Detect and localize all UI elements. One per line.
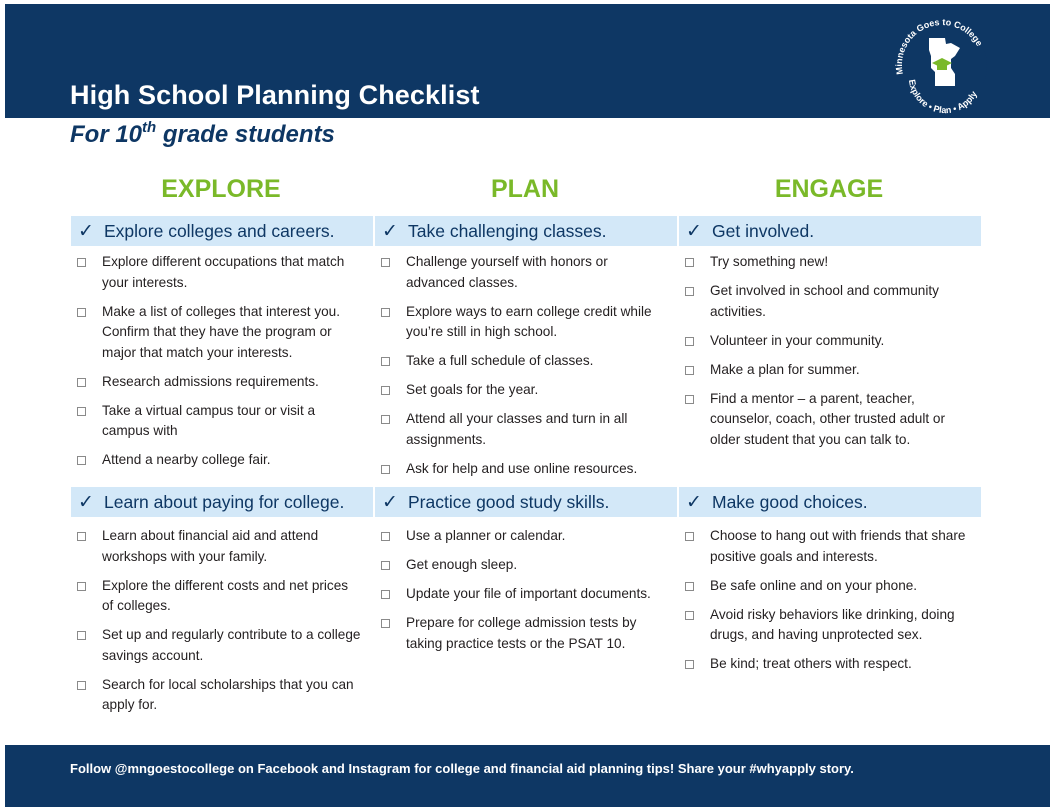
- section-title: Practice good study skills.: [408, 491, 610, 512]
- section-title: Make good choices.: [712, 491, 868, 512]
- checklist-item: Use a planner or calendar.: [375, 526, 665, 547]
- checklist-item: Set goals for the year.: [375, 380, 665, 401]
- checklist-item: Learn about financial aid and attend workshops with your family.: [71, 526, 361, 567]
- explore-heading: EXPLORE: [161, 175, 281, 203]
- checkbox[interactable]: [685, 611, 694, 620]
- checkbox[interactable]: [77, 631, 86, 640]
- checkbox[interactable]: [685, 395, 694, 404]
- checkmark-icon: ✓: [686, 220, 702, 242]
- checklist-item: Update your file of important documents.: [375, 584, 665, 605]
- section-get-involved: [679, 216, 981, 246]
- checklist-item: Search for local scholarships that you can apply for.: [71, 675, 361, 716]
- checkbox[interactable]: [77, 258, 86, 267]
- explore-colleges-list: [71, 252, 361, 479]
- checkbox[interactable]: [685, 258, 694, 267]
- checklist-item: Explore different occupations that match your interests.: [71, 252, 361, 293]
- section-explore-colleges: [71, 216, 373, 246]
- checkbox[interactable]: [381, 258, 390, 267]
- checkbox[interactable]: [685, 366, 694, 375]
- section-study-skills: [375, 487, 677, 517]
- grade-subtitle: For 10th grade students: [70, 119, 335, 148]
- checkmark-icon: ✓: [78, 491, 94, 513]
- checklist-item: Make a list of colleges that interest you. Confirm that they have the program or major that match your interests.: [71, 302, 361, 364]
- checklist-item: Prepare for college admission tests by taking practice tests or the PSAT 10.: [375, 613, 665, 654]
- section-challenging-classes: [375, 216, 677, 246]
- checkbox[interactable]: [381, 357, 390, 366]
- section-paying-for-college: [71, 487, 373, 517]
- checkbox[interactable]: [685, 337, 694, 346]
- checklist-item: Take a virtual campus tour or visit a campus with: [71, 401, 361, 442]
- checklist-item: Explore the different costs and net prices of colleges.: [71, 576, 361, 617]
- checklist-item: Attend a nearby college fair.: [71, 450, 361, 471]
- checklist-item: Research admissions requirements.: [71, 372, 361, 393]
- checklist-item: Volunteer in your community.: [679, 331, 969, 352]
- checkbox[interactable]: [381, 308, 390, 317]
- good-choices-list: [679, 526, 969, 683]
- checkbox[interactable]: [381, 415, 390, 424]
- plan-heading: PLAN: [490, 175, 560, 203]
- header-banner: [5, 4, 1050, 118]
- engage-heading: ENGAGE: [774, 175, 884, 203]
- minnesota-goes-to-college-logo: [885, 16, 995, 116]
- checklist-item: Set up and regularly contribute to a college savings account.: [71, 625, 361, 666]
- get-involved-list: [679, 252, 969, 459]
- checkbox[interactable]: [685, 287, 694, 296]
- checklist-item: Get involved in school and community activities.: [679, 281, 969, 322]
- checkbox[interactable]: [685, 532, 694, 541]
- checklist-item: Find a mentor – a parent, teacher, counselor, coach, other trusted adult or older student that you can talk to.: [679, 389, 969, 451]
- checkmark-icon: ✓: [382, 491, 398, 513]
- checklist-item: Avoid risky behaviors like drinking, doing drugs, and having unprotected sex.: [679, 605, 969, 646]
- logo-text-bottom: Explore • Plan • Apply: [906, 78, 979, 116]
- checkbox[interactable]: [77, 378, 86, 387]
- section-title: Explore colleges and careers.: [104, 220, 335, 241]
- checklist-item: Attend all your classes and turn in all assignments.: [375, 409, 665, 450]
- checklist-item: Choose to hang out with friends that share positive goals and interests.: [679, 526, 969, 567]
- footer-banner: [5, 745, 1050, 807]
- logo-text-top: Minnesota Goes to College: [893, 16, 985, 76]
- checkbox[interactable]: [77, 456, 86, 465]
- checkbox[interactable]: [381, 619, 390, 628]
- checkbox[interactable]: [381, 386, 390, 395]
- checklist-item: Be kind; treat others with respect.: [679, 654, 969, 675]
- paying-for-college-list: [71, 526, 361, 724]
- checkbox[interactable]: [77, 532, 86, 541]
- challenging-classes-list: [375, 252, 665, 488]
- checkbox[interactable]: [77, 681, 86, 690]
- checkbox[interactable]: [381, 590, 390, 599]
- checkbox[interactable]: [685, 660, 694, 669]
- checklist-item: Ask for help and use online resources.: [375, 459, 665, 480]
- checkmark-icon: ✓: [382, 220, 398, 242]
- section-title: Take challenging classes.: [408, 220, 607, 241]
- study-skills-list: [375, 526, 665, 663]
- checkmark-icon: ✓: [686, 491, 702, 513]
- checklist-item: Challenge yourself with honors or advanced classes.: [375, 252, 665, 293]
- checkbox[interactable]: [381, 532, 390, 541]
- checkmark-icon: ✓: [78, 220, 94, 242]
- checklist-item: Make a plan for summer.: [679, 360, 969, 381]
- checkbox[interactable]: [381, 561, 390, 570]
- checklist-item: Try something new!: [679, 252, 969, 273]
- page-title: High School Planning Checklist: [70, 80, 480, 110]
- checkbox[interactable]: [77, 582, 86, 591]
- checklist-item: Get enough sleep.: [375, 555, 665, 576]
- checklist-item: Take a full schedule of classes.: [375, 351, 665, 372]
- section-title: Get involved.: [712, 220, 815, 241]
- footer-social-text: Follow @mngoestocollege on Facebook and Instagram for college and financial aid planning tips! Share your #whyapply story.: [70, 761, 854, 776]
- checklist-item: Explore ways to earn college credit while you’re still in high school.: [375, 302, 665, 343]
- checkbox[interactable]: [77, 308, 86, 317]
- checkbox[interactable]: [381, 465, 390, 474]
- checkbox[interactable]: [685, 582, 694, 591]
- checkbox[interactable]: [77, 407, 86, 416]
- checklist-item: Be safe online and on your phone.: [679, 576, 969, 597]
- section-title: Learn about paying for college.: [104, 491, 345, 512]
- section-good-choices: [679, 487, 981, 517]
